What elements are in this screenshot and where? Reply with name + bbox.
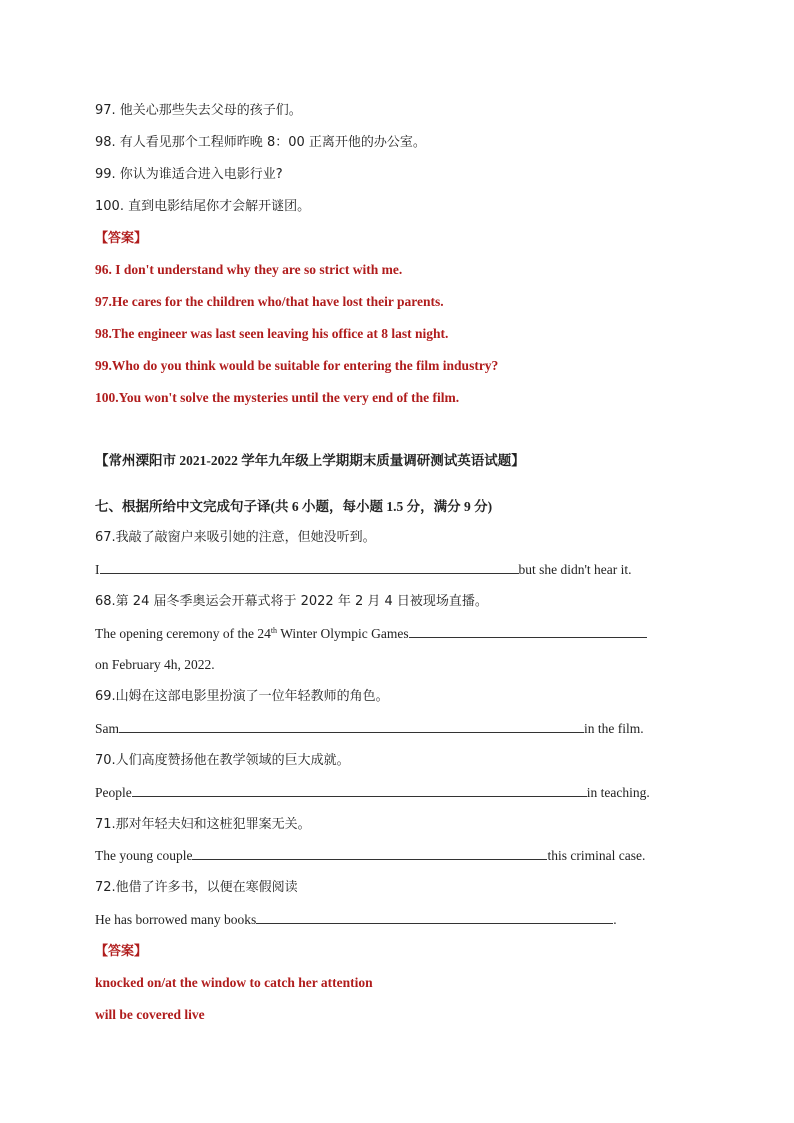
answer-67: knocked on/at the window to catch her attention: [95, 975, 373, 990]
q71-suffix: this criminal case.: [547, 848, 646, 863]
answer-97: 97.He cares for the children who/that have lost their parents.: [95, 294, 444, 309]
q68-sup: th: [270, 626, 278, 635]
q71-blank[interactable]: [192, 847, 547, 860]
q72-blank[interactable]: [256, 911, 613, 924]
q67-blank[interactable]: [100, 561, 519, 574]
question-68-cn: 68.第 24 届冬季奥运会开幕式将于 2022 年 2 月 4 日被现场直播。: [95, 594, 488, 609]
question-99: 99. 你认为谁适合进入电影行业?: [95, 167, 283, 182]
question-72-cn: 72.他借了许多书，以便在寒假阅读: [95, 880, 298, 895]
q69-blank[interactable]: [119, 720, 584, 733]
q72-prefix: He has borrowed many books: [95, 912, 257, 927]
section-title: 七、根据所给中文完成句子译(共 6 小题，每小题 1.5 分，满分 9 分): [95, 499, 493, 514]
q67-prefix: I: [95, 562, 100, 577]
q72-suffix: .: [613, 912, 617, 927]
q70-suffix: in teaching.: [586, 785, 650, 800]
question-98: 98. 有人看见那个工程师昨晚 8：00 正离开他的办公室。: [95, 135, 426, 150]
question-100: 100. 直到电影结尾你才会解开谜团。: [95, 199, 311, 214]
answer-98: 98.The engineer was last seen leaving his office at 8 last night.: [95, 326, 449, 341]
q68-blank[interactable]: [409, 625, 647, 638]
question-69-cn: 69.山姆在这部电影里扮演了一位年轻教师的角色。: [95, 689, 389, 704]
q68-prefix: The opening ceremony of the 24: [95, 626, 271, 641]
question-67-cn: 67.我敲了敲窗户来吸引她的注意，但她没听到。: [95, 530, 376, 545]
question-70-cn: 70.人们高度赞扬他在教学领域的巨大成就。: [95, 753, 350, 768]
q67-suffix: but she didn't hear it.: [518, 562, 632, 577]
question-68-cont: on February 4h, 2022.: [95, 657, 215, 672]
q69-suffix: in the film.: [584, 721, 644, 736]
answer-label-2: 【答案】: [95, 944, 148, 959]
answer-96: 96. I don't understand why they are so strict with me.: [95, 262, 403, 277]
question-69-en: [95, 720, 644, 738]
question-72-en: [95, 911, 617, 929]
q68-prefix-2: Winter Olympic Games: [277, 626, 409, 641]
question-68-en: [95, 625, 647, 643]
question-67-en: [95, 561, 632, 579]
source-title: 【常州溧阳市 2021-2022 学年九年级上学期期末质量调研测试英语试题】: [95, 453, 525, 468]
question-97: 97. 他关心那些失去父母的孩子们。: [95, 103, 302, 118]
answer-99: 99.Who do you think would be suitable for entering the film industry?: [95, 358, 499, 373]
question-71-cn: 71.那对年轻夫妇和这桩犯罪案无关。: [95, 817, 311, 832]
q69-prefix: Sam: [95, 721, 120, 736]
question-70-en: [95, 784, 650, 802]
q70-blank[interactable]: [132, 784, 587, 797]
question-71-en: [95, 847, 645, 865]
answer-100: 100.You won't solve the mysteries until the very end of the film.: [95, 390, 460, 405]
q70-prefix: People: [95, 785, 132, 800]
answer-68: will be covered live: [95, 1007, 205, 1022]
q71-prefix: The young couple: [95, 848, 193, 863]
answer-label: 【答案】: [95, 231, 148, 246]
